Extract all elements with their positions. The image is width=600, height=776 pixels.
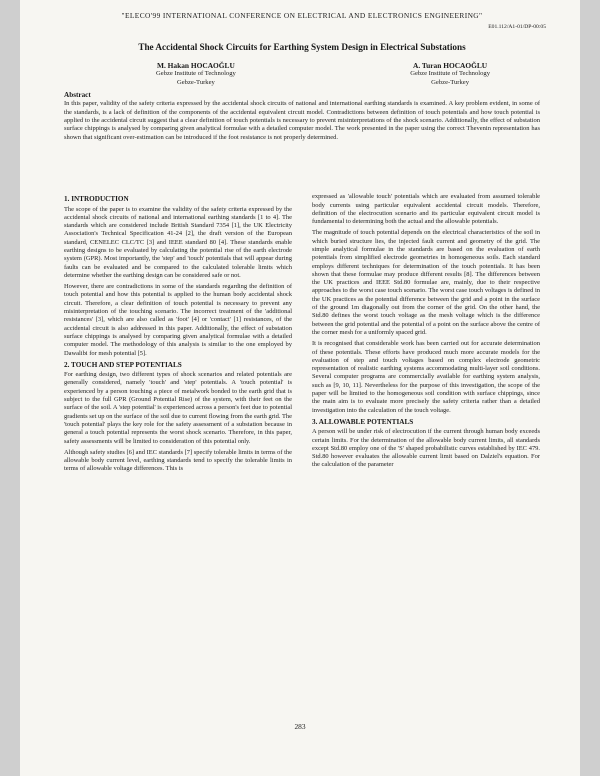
conference-header: "ELECO'99 INTERNATIONAL CONFERENCE ON ELECTRICAL AND ELECTRONICS ENGINEERING" [121,11,483,20]
paragraph: The scope of the paper is to examine the validity of the safety criteria expressed by the accidental shock circuits of national and international earthing standards [1 to 4]. The standards which are considered include British Standard 7354 [1], the UK Electricity Association's Technical Specification 41-24 [2], the draft version of the European standard, CENELEC CLC/TC [3] and IEEE standard 80 [4]. These standards enable earthing designs to be evaluated by calculating the potential rise of the earth electrode system (GPR). Most importantly, the 'step' and 'touch' potentials that will appear during faults can be evaluated and be compared to the calculated tolerable limits which determine whether the earthing design can be considered safe or not. [64,205,292,279]
abstract-text: In this paper, validity of the safety criteria expressed by the accidental shock circuits of national and international earthing standards is examined. A key problem evident, in some of the standards, is a lack of definition of the components of the accidental equivalent circuit model. Contradictions between definition of touch potentials and how touch potential is applied to the accidental circuit suggest that a clear definition of touch potentials is necessary to prevent misinterpretations of the shock scenario. Additionally, the effect of substation surface chippings is analysed by comparing given analytical formulae with a detailed computer model. The work presented in the paper using the correct Thevenin representation has shown that significant over-estimation can be introduced if the foot resistance is not properly determined. [64,100,540,141]
author-name: A. Turan HOCAOĞLU [413,61,488,70]
author-place: Gebze-Turkey [431,78,470,86]
paragraph: For earthing design, two different types of shock scenarios and related potentials are generally considered, namely 'touch' and 'step' potentials. A 'touch potential' is experienced by a person touching a piece of metalwork bonded to the earth grid that is subject to the full GPR (Ground Potential Rise) of the system, with their feet on the surface of the soil. A 'step potential' is experienced across a person's feet due to potential gradients set up on the surface of the soil due to current flowing from the earth grid. The 'touch potential' plays the key role for the safety assessment of a substation because in general a touch potential represents the worst shock scenario. Therefore, in this paper, safety assessments will be limited to consideration of this potential only. [64,371,292,445]
isbn-code: E01.112/A1-01/DP-00:05 [488,24,546,30]
paragraph: Although safety studies [6] and IEC standards [7] specify tolerable limits in terms of the allowable body current level, earthing standards tend to specify the tolerable limits in terms of allowable voltage differences. This is [64,448,292,473]
page-number: 283 [294,722,306,731]
right-column [312,193,540,745]
left-column [64,193,292,745]
author-institute: Gebze Institute of Technology [410,70,490,78]
author-2 [410,62,490,87]
authors [64,62,540,87]
section-heading-introduction: 1. INTRODUCTION [64,195,129,204]
paragraph: expressed as 'allowable touch' potentials which are evaluated from assumed tolerable body currents using particular equivalent accidental circuit models. Therefore, definition of the electrocution scenario and its particular equivalent circuit model is fundamental to determining both the actual and the allowable potentials. [312,193,540,226]
paragraph: However, there are contradictions in some of the standards regarding the definition of touch potential and how this potential is applied to the human body accidental shock circuit. Therefore, a clear definition of touch potential is necessary to prevent any misinterpretation of the touching scenario. The incorrect treatment of the 'additional resistances' [3], which are also called as 'foot' [4] or 'contact' [1] resistances, of the accidental circuit is also addressed in this paper. Additionally, the effect of substation surface chippings is analysed by comparing given analytical formulae with a detailed computer model. The methodology of this analysis is similar to the one employed by Dawalibi for mesh potential [5]. [64,283,292,357]
paragraph: A person will be under risk of electrocution if the current through human body exceeds certain limits. For the determination of the allowable body current limits, all standards except Std.80 employ one of the 'S' shaped probabilistic curves established by IEC 479. Std.80 however evaluates the allowable current limit based on Dalziel's equation. For the calculation of the parameter [312,428,540,469]
paper-title: The Accidental Shock Circuits for Earthing System Design in Electrical Substations [138,42,466,52]
author-1 [156,62,236,87]
abstract-heading: Abstract [64,91,91,100]
author-place: Gebze-Turkey [176,78,215,86]
section-heading-allowable: 3. ALLOWABLE POTENTIALS [312,417,414,426]
author-institute: Gebze Institute of Technology [156,70,236,78]
paragraph: It is recognised that considerable work has been carried out for accurate determination of these potentials. These efforts have produced much more accurate models for the evaluation of step and touch voltages based on complex electrode geometric representation of realistic earthing systems accommodating multi-layer soil conditions. Several computer programs are commercially available for earthing system analysis, such as [9, 10, 11]. Nevertheless for the purpose of this investigation, the scope of the paper will be limited to the homogeneous soil condition with surface chippings, since the main aim is to evaluate more precisely the safety criteria rather than a detailed investigation into the calculation of the touch voltage. [312,340,540,414]
paragraph: The magnitude of touch potential depends on the electrical characteristics of the soil in which buried structure lies, the injected fault current and geometry of the grid. The simple analytical formulae in the standards are based on the evaluation of earth potentials from simplified electrode geometries in homogeneous soils. Each standard employs different techniques for determination of the touch potentials. It has been shown that these formulae may produce different results [8]. The differences between the UK practices and IEEE Std.80 formulae are, mainly, due to their respective approaches to the worst case touch scenario. The worst case touch voltages is defined in the UK practices as the potential difference between the grid and a point in the surface of the ground 1m diagonally out from the corner of the grid. On the other hand, the Std.80 defines the worst touch voltage as the mesh voltage which is the difference between the grid potential and the potential of a point on the surface above the centre of the corner mesh for a uniformly spaced grid. [312,229,540,336]
section-heading-touch-step: 2. TOUCH AND STEP POTENTIALS [64,360,182,369]
author-name: M. Hakan HOCAOĞLU [156,61,235,70]
body-columns [64,193,540,745]
paper-page [20,0,580,776]
